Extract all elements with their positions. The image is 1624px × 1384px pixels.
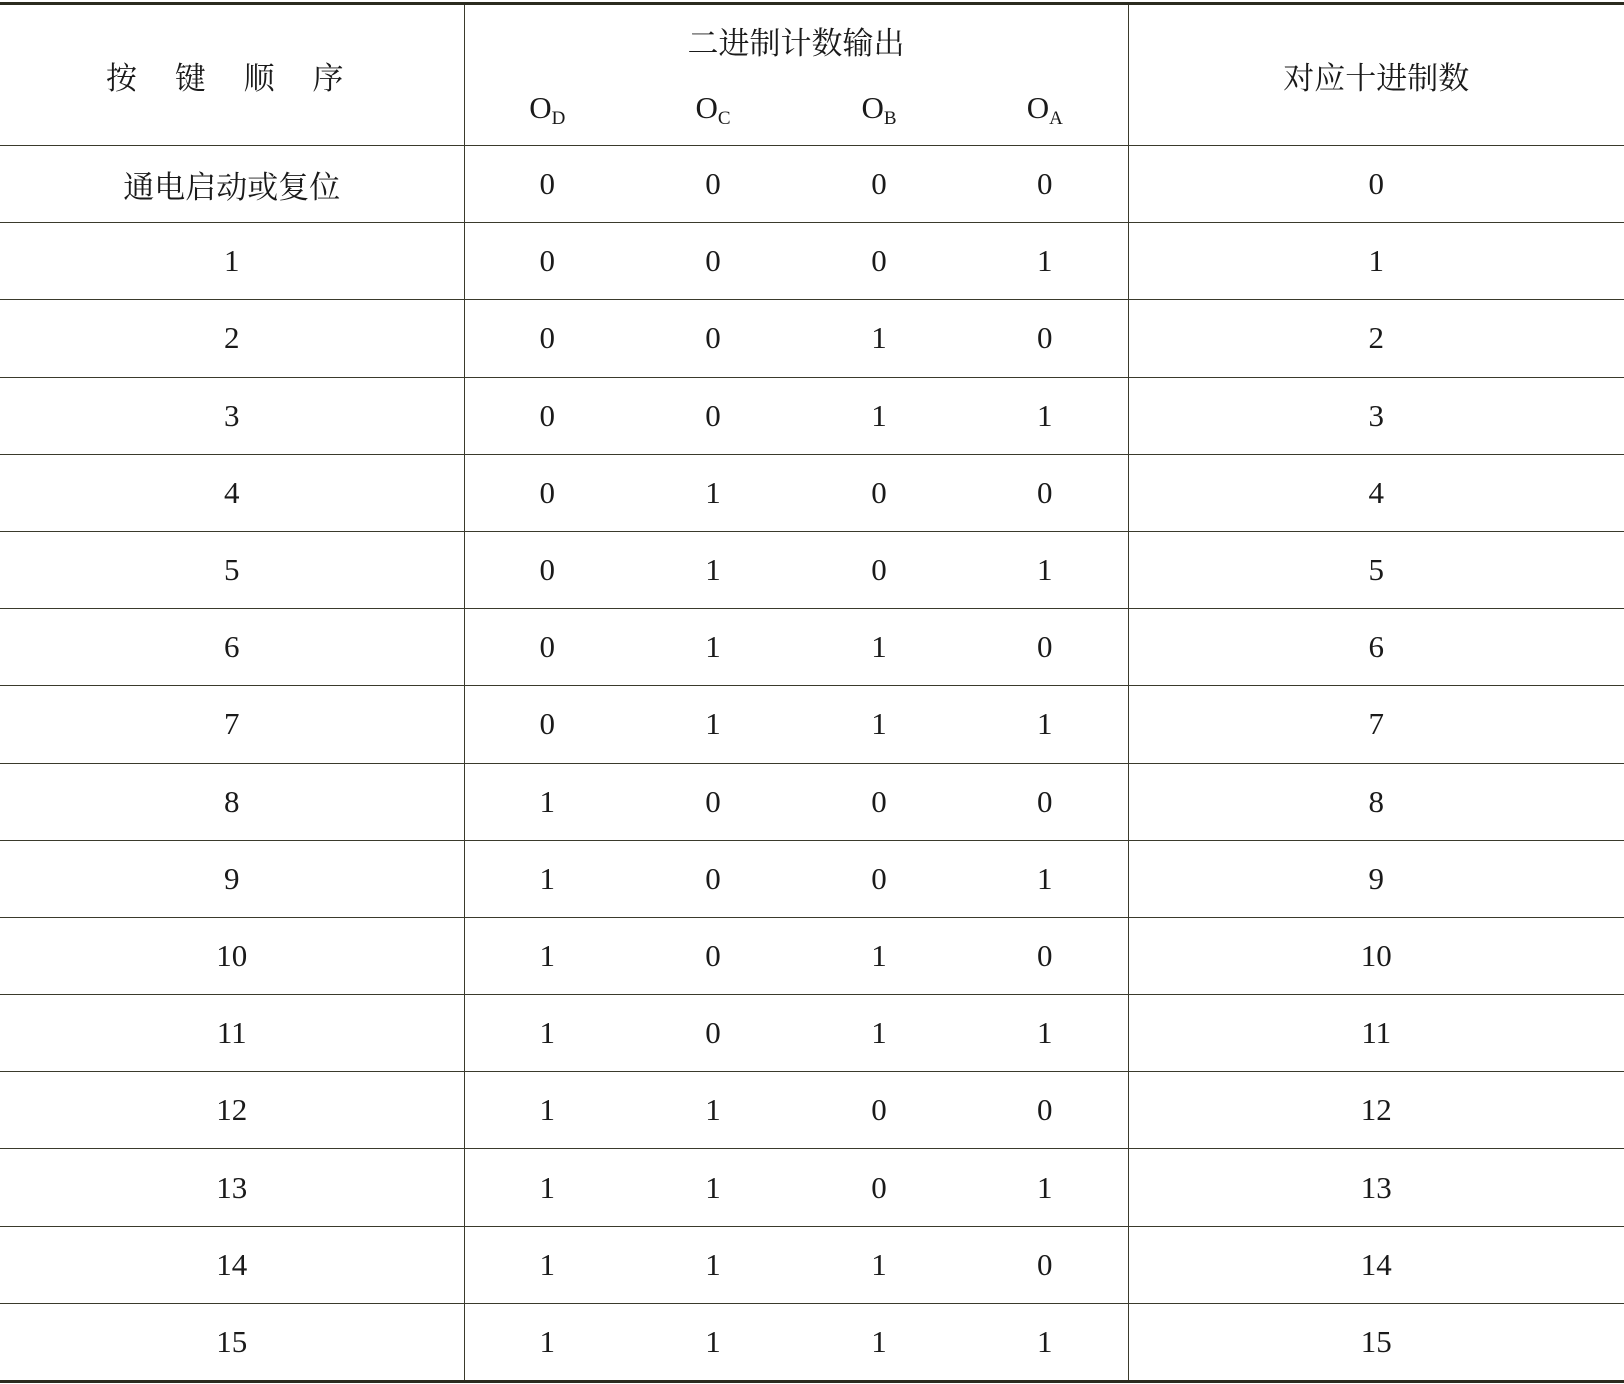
- cell-sequence: 6: [0, 609, 464, 686]
- table-row: [0, 609, 1624, 686]
- table-row: [0, 917, 1624, 994]
- table-row: [0, 686, 1624, 763]
- table-row: [0, 1226, 1624, 1303]
- cell-oc: 0: [630, 995, 796, 1072]
- cell-ob: 1: [871, 1323, 887, 1359]
- cell-ob: 1: [796, 1226, 962, 1303]
- cell-sequence: 4: [0, 454, 464, 531]
- cell-od: 0: [464, 146, 630, 223]
- header-bit-oa: [962, 75, 1128, 146]
- bit-sub: A: [1049, 108, 1063, 129]
- cell-sequence: 11: [0, 995, 464, 1072]
- cell-ob: 0: [796, 223, 962, 300]
- cell-ob: 1: [796, 995, 962, 1072]
- cell-ob: 1: [796, 686, 962, 763]
- cell-sequence: 通电启动或复位: [0, 146, 464, 223]
- header-bit-oc: [630, 75, 796, 146]
- cell-ob: 0: [796, 454, 962, 531]
- cell-decimal: 6: [1128, 609, 1624, 686]
- cell-oc: 1: [630, 531, 796, 608]
- bit-sub: B: [883, 108, 897, 129]
- cell-ob: 1: [796, 917, 962, 994]
- cell-oa: 0: [962, 1226, 1128, 1303]
- header-binary-output: 二进制计数输出: [464, 4, 1128, 76]
- cell-od: 1: [464, 840, 630, 917]
- cell-oc: 1: [630, 1072, 796, 1149]
- table-row: [0, 763, 1624, 840]
- cell-decimal: 4: [1128, 454, 1624, 531]
- cell-decimal: 13: [1128, 1149, 1624, 1226]
- cell-sequence: 15: [0, 1303, 464, 1381]
- header-decimal: 对应十进制数: [1128, 4, 1624, 146]
- cell-oc: 0: [630, 377, 796, 454]
- cell-sequence: 14: [0, 1226, 464, 1303]
- cell-ob: 0: [796, 531, 962, 608]
- cell-oc: 0: [630, 300, 796, 377]
- cell-oa: 0: [962, 609, 1128, 686]
- cell-decimal: 1: [1128, 223, 1624, 300]
- cell-decimal: 5: [1128, 531, 1624, 608]
- cell-sequence: 1: [0, 223, 464, 300]
- cell-sequence: 2: [0, 300, 464, 377]
- cell-decimal: 2: [1128, 300, 1624, 377]
- cell-oa: 1: [962, 1303, 1128, 1381]
- counter-table-container: [0, 2, 1624, 1383]
- cell-od: 1: [464, 1149, 630, 1226]
- cell-oc: 1: [630, 1226, 796, 1303]
- cell-oc: 1: [630, 686, 796, 763]
- cell-od: 0: [464, 609, 630, 686]
- cell-od: 1: [464, 1072, 630, 1149]
- cell-od: 0: [464, 300, 630, 377]
- cell-oa: 0: [962, 300, 1128, 377]
- cell-sequence: 12: [0, 1072, 464, 1149]
- table-row: [0, 995, 1624, 1072]
- header-bit-od: [464, 75, 630, 146]
- cell-oc: 0: [630, 223, 796, 300]
- cell-oa: 0: [962, 763, 1128, 840]
- cell-od: 0: [464, 686, 630, 763]
- bit-sub: C: [717, 108, 731, 129]
- cell-oa: 0: [962, 917, 1128, 994]
- cell-ob: 0: [796, 1072, 962, 1149]
- cell-oc: 0: [630, 763, 796, 840]
- bit-base: O: [861, 90, 884, 125]
- cell-oc: 1: [705, 1323, 721, 1359]
- cell-decimal: 3: [1128, 377, 1624, 454]
- cell-oc: 1: [630, 454, 796, 531]
- cell-sequence: 7: [0, 686, 464, 763]
- cell-od: 1: [464, 1226, 630, 1303]
- bit-base: O: [695, 90, 718, 125]
- cell-oa: 1: [962, 1149, 1128, 1226]
- cell-ob: 0: [796, 146, 962, 223]
- cell-oc: 0: [630, 840, 796, 917]
- cell-sequence: 9: [0, 840, 464, 917]
- cell-oa: 1: [962, 840, 1128, 917]
- cell-decimal: 8: [1128, 763, 1624, 840]
- table-row: [0, 146, 1624, 223]
- binary-counter-table: [0, 2, 1624, 1383]
- cell-decimal: 11: [1128, 995, 1624, 1072]
- table-row: [0, 531, 1624, 608]
- cell-oa: 0: [962, 454, 1128, 531]
- cell-sequence: 8: [0, 763, 464, 840]
- bit-base: O: [529, 90, 552, 125]
- cell-od: 1: [464, 763, 630, 840]
- cell-oc: 1: [630, 1149, 796, 1226]
- cell-oc: 0: [630, 146, 796, 223]
- cell-decimal: 12: [1128, 1072, 1624, 1149]
- cell-decimal: 14: [1128, 1226, 1624, 1303]
- cell-sequence: 3: [0, 377, 464, 454]
- cell-oa: 1: [962, 377, 1128, 454]
- cell-ob: 1: [796, 609, 962, 686]
- header-bit-ob: [796, 75, 962, 146]
- cell-sequence: 10: [0, 917, 464, 994]
- cell-ob: 0: [796, 840, 962, 917]
- table-row: [0, 1072, 1624, 1149]
- cell-decimal: 10: [1128, 917, 1624, 994]
- bit-sub: D: [551, 108, 566, 129]
- cell-decimal: 15: [1360, 1323, 1392, 1359]
- table-row: [0, 377, 1624, 454]
- cell-oa: 1: [962, 223, 1128, 300]
- table-row: [0, 454, 1624, 531]
- cell-decimal: 7: [1128, 686, 1624, 763]
- table-row: [0, 1149, 1624, 1226]
- table-row: [0, 300, 1624, 377]
- cell-od: 0: [464, 454, 630, 531]
- cell-oc: 1: [630, 609, 796, 686]
- cell-oa: 1: [962, 686, 1128, 763]
- cell-oa: 1: [962, 995, 1128, 1072]
- cell-od: 1: [539, 1323, 555, 1359]
- cell-od: 1: [464, 995, 630, 1072]
- cell-ob: 1: [796, 300, 962, 377]
- table-row: [0, 223, 1624, 300]
- cell-oa: 0: [962, 146, 1128, 223]
- table-row: [0, 1303, 1624, 1381]
- cell-od: 1: [464, 917, 630, 994]
- cell-od: 0: [464, 223, 630, 300]
- cell-od: 0: [464, 377, 630, 454]
- cell-sequence: 13: [0, 1149, 464, 1226]
- cell-ob: 0: [796, 763, 962, 840]
- cell-oa: 0: [962, 1072, 1128, 1149]
- cell-ob: 1: [796, 377, 962, 454]
- cell-oc: 0: [630, 917, 796, 994]
- cell-decimal: 0: [1128, 146, 1624, 223]
- cell-sequence: 5: [0, 531, 464, 608]
- cell-od: 0: [464, 531, 630, 608]
- cell-oa: 1: [962, 531, 1128, 608]
- bit-base: O: [1026, 90, 1050, 125]
- cell-ob: 0: [796, 1149, 962, 1226]
- header-key-sequence: 按 键 顺 序: [0, 4, 464, 146]
- table-row: [0, 840, 1624, 917]
- cell-decimal: 9: [1128, 840, 1624, 917]
